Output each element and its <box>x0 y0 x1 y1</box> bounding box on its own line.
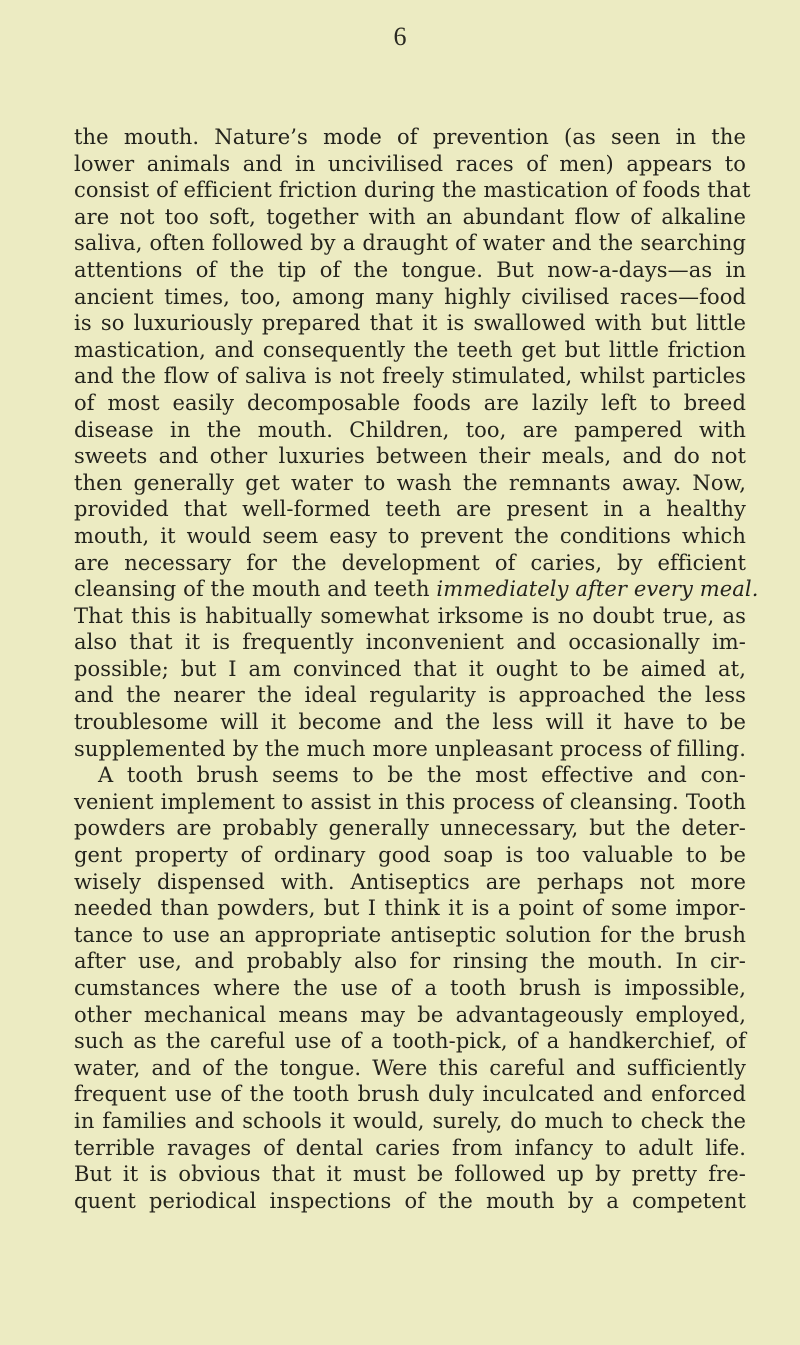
text-line: is so luxuriously prepared that it is swallowed with but little <box>74 311 746 336</box>
text-line: possible; but I am convinced that it ought to be aimed at, <box>74 656 746 681</box>
body-text <box>74 124 759 1214</box>
text-line: tance to use an appropriate antiseptic solution for the brush <box>74 922 746 947</box>
text-line: the mouth. Nature’s mode of prevention (as seen in the <box>74 125 746 149</box>
text-line: and the flow of saliva is not freely stimulated, whilst particles <box>74 364 746 389</box>
text-line: mastication, and consequently the teeth get but little friction <box>74 337 746 362</box>
text-line: then generally get water to wash the remnants away. Now, <box>74 470 746 495</box>
text-line: But it is obvious that it must be followed up by pretty fre- <box>74 1162 746 1187</box>
text-line: also that it is frequently inconvenient and occasionally im- <box>74 630 746 655</box>
text-line: consist of efficient friction during the mastication of foods that <box>74 178 751 203</box>
text-line: supplemented by the much more unpleasant process of filling. <box>74 736 746 761</box>
paragraph-start-line: A tooth brush seems to be the most effective and con- <box>98 763 746 788</box>
text-line: powders are probably generally unnecessary, but the deter- <box>74 816 746 841</box>
text-line: such as the careful use of a tooth-pick, of a handkerchief, of <box>74 1029 746 1054</box>
text-line: attentions of the tip of the tongue. But now-a-days—as in <box>74 257 746 282</box>
text-line: are not too soft, together with an abundant flow of alkaline <box>74 204 746 229</box>
text-line: disease in the mouth. Children, too, are pampered with <box>74 417 746 442</box>
text-line: terrible ravages of dental caries from infancy to adult life. <box>74 1135 746 1160</box>
text-line: in families and schools it would, surely, do much to check the <box>74 1108 746 1133</box>
text-line: needed than powders, but I think it is a point of some impor- <box>74 896 746 921</box>
text-line: venient implement to assist in this process of cleansing. Tooth <box>74 789 746 814</box>
text-line: cumstances where the use of a tooth brush is impossible, <box>74 976 746 1000</box>
text-line: and the nearer the ideal regularity is approached the less <box>74 683 746 708</box>
text-line: saliva, often followed by a draught of water and the searching <box>74 231 746 256</box>
text-line: That this is habitually somewhat irksome is no doubt true, as <box>74 603 746 628</box>
text-line: lower animals and in uncivilised races of men) appears to <box>74 151 746 176</box>
text-line: sweets and other luxuries between their meals, and do not <box>74 444 746 469</box>
text-line: mouth, it would seem easy to prevent the conditions which <box>74 523 746 548</box>
text-line: of most easily decomposable foods are lazily left to breed <box>74 390 746 415</box>
text-line: quent periodical inspections of the mouth by a competent <box>74 1188 746 1213</box>
text-fragment: cleansing of the mouth and teeth <box>74 577 430 602</box>
text-line: ancient times, too, among many highly civilised races—food <box>74 284 746 309</box>
text-line: gent property of ordinary good soap is too valuable to be <box>74 843 746 868</box>
text-line: provided that well-formed teeth are present in a healthy <box>74 497 746 522</box>
text-line: troublesome will it become and the less will it have to be <box>74 710 746 735</box>
text-line: frequent use of the tooth brush duly inculcated and enforced <box>74 1082 746 1107</box>
text-line: other mechanical means may be advantageously employed, <box>74 1002 746 1027</box>
text-line: wisely dispensed with. Antiseptics are perhaps not more <box>74 869 746 894</box>
text-line-with-emphasis <box>74 576 759 603</box>
text-line: are necessary for the development of caries, by efficient <box>74 550 746 575</box>
emphasis-text: immediately after every meal. <box>436 577 759 602</box>
page-number: 6 <box>393 22 407 51</box>
text-line: after use, and probably also for rinsing the mouth. In cir- <box>74 949 746 974</box>
text-line: water, and of the tongue. Were this careful and sufficiently <box>74 1055 746 1080</box>
